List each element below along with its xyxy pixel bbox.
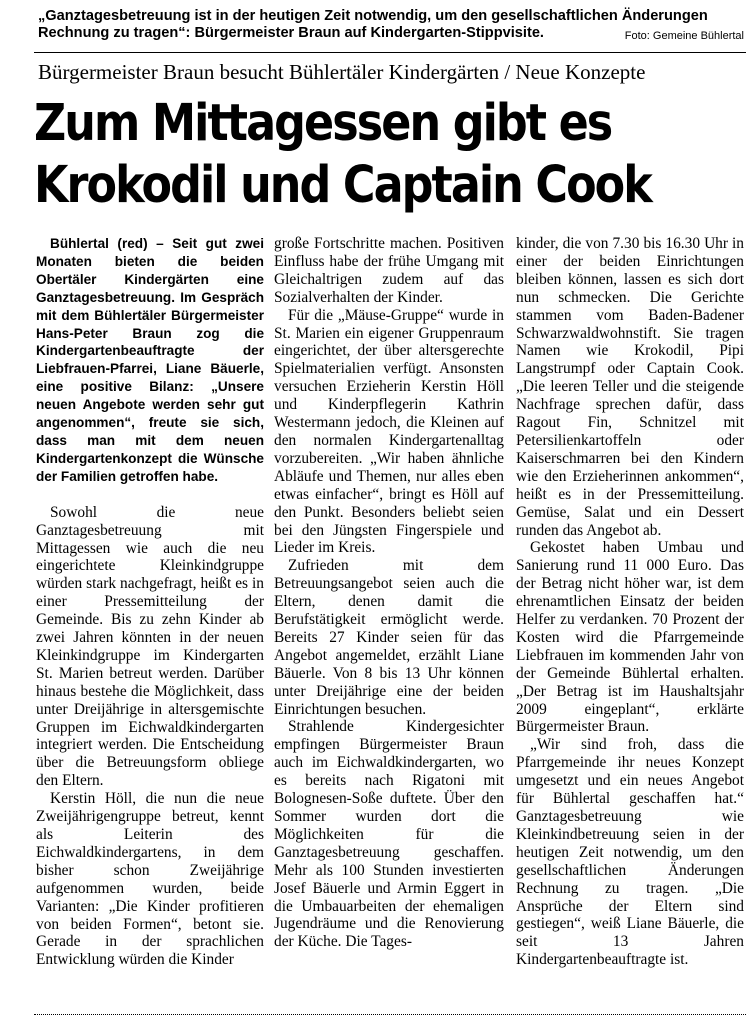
headline-line-2: Krokodil und Captain Cook bbox=[34, 155, 651, 214]
kicker-subheading: Bürgermeister Braun besucht Bühlertäler Kindergärten / Neue Konzepte bbox=[38, 60, 646, 84]
headline bbox=[34, 92, 661, 216]
body-paragraph: Gekostet haben Umbau und Sanierung rund 11 000 Euro. Das der Betrag nicht höher war, ist dem ehrenamtlichen Einsatz der beiden Helfer zu verdanken. 70 Prozent der Kosten wird die Pfarrgemeinde Liebfrauen im kommenden Jahr von der Gemeinde Bühlertal erhalten. „Der Betrag ist im Haushaltsjahr 2009 eingeplant“, erklärte Bürgermeister Braun. bbox=[516, 539, 744, 736]
clipping-cut-line bbox=[34, 1014, 746, 1015]
body-paragraph-continued: kinder, die von 7.30 bis 16.30 Uhr in einer der beiden Einrichtungen bleiben können, lassen es sich dort nun schmecken. Die Gerichte stammen vom Baden-Badener Schwarzwaldwohnstift. Sie tragen Namen wie Krokodil, Pipi Langstrumpf oder Captain Cook. „Die leeren Teller und die steigende Nachfrage sprechen dafür, dass Ragout Fin, Schnitzel mit Petersilienkartoffeln oder Kaiserschmarren bei den Kindern wie den Erzieherinnen ankommen“, heißt es in der Pressemitteilung. Gemüse, Salat und ein Dessert runden das Angebot ab. bbox=[516, 235, 744, 539]
article-column-2 bbox=[274, 235, 504, 951]
caption-divider bbox=[34, 52, 746, 53]
body-paragraph: Strahlende Kindergesichter empfingen Bürgermeister Braun auch im Eichwaldkindergarten, wo es bereits nach Rigatoni mit Bolognesen-Soße duftete. Über den Sommer wurden dort die Möglichkeiten für die Ganztagesbetreuung geschaffen. Mehr als 100 Stunden investierten Josef Bäuerle und Armin Eggert in die Umbauarbeiten der ehemaligen Jugendräume und die Renovierung der Küche. Die Tages- bbox=[274, 718, 504, 951]
photo-credit: Foto: Gemeine Bühlertal bbox=[624, 30, 744, 42]
headline-line-1: Zum Mittagessen gibt es bbox=[34, 93, 612, 152]
caption-line-1: „Ganztagesbetreuung ist in der heutigen Zeit notwendig, um den gesellschaftlichen Änderungen bbox=[38, 8, 708, 24]
article-column-3 bbox=[516, 235, 744, 969]
article-column-1 bbox=[36, 235, 264, 969]
body-paragraph: „Wir sind froh, dass die Pfarrgemeinde ihr neues Konzept umgesetzt und ein neues Angebot für Bühlertal geschaffen hat.“ Ganztagesbetreuung wie Kleinkindbetreuung seien in der heutigen Zeit notwendig, um den gesellschaftlichen Änderungen Rechnung zu tragen. „Die Ansprüche der Eltern sind gestiegen“, weiß Liane Bäuerle, die seit 13 Jahren Kindergartenbeauftragte ist. bbox=[516, 736, 744, 969]
body-paragraph: Für die „Mäuse-Gruppe“ wurde in St. Marien ein eigener Gruppenraum eingerichtet, der über altersgerechte Spielmaterialien verfügt. Ansonsten versuchen Erzieherin Kerstin Höll und Kinderpflegerin Kathrin Westermann jedoch, die Kleinen auf den normalen Kindergartenalltag vorzubereiten. „Wir haben ähnliche Abläufe und Themen, nur alles eben etwas einfacher“, bringt es Höll auf den Punkt. Besonders beliebt seien bei den Jüngsten Fingerspiele und Lieder im Kreis. bbox=[274, 306, 504, 557]
body-paragraph: Sowohl die neue Ganztagesbetreuung mit Mittagessen wie auch die neu eingerichtete Kleinkindgruppe würden stark nachgefragt, heißt es in einer Pressemitteilung der Gemeinde. Bis zu zehn Kinder ab zwei Jahren könnten in der neuen Kleinkindgruppe im Kindergarten St. Marien betreut werden. Darüber hinaus bestehe die Möglichkeit, dass unter Dreijährige in altersgemischte Gruppen im Eichwaldkindergarten integriert werden. Die Entscheidung über die Betreuungsform obliege den Eltern. bbox=[36, 503, 264, 790]
body-paragraph-continued: große Fortschritte machen. Positiven Einfluss habe der frühe Umgang mit Gleichaltrigen zudem auf das Sozialverhalten der Kinder. bbox=[274, 235, 504, 306]
caption-line-2: Rechnung zu tragen“: Bürgermeister Braun auf Kindergarten-Stippvisite. bbox=[38, 25, 544, 41]
lead-paragraph: Bühlertal (red) – Seit gut zwei Monaten bieten die beiden Obertäler Kindergärten eine Ganztagesbetreuung. Im Gespräch mit dem Bühlertäler Bürgermeister Hans-Peter Braun zog die Kindergartenbeauftragte der Liebfrauen-Pfarrei, Liane Bäuerle, eine positive Bilanz: „Unsere neuen Angebote werden sehr gut angenommen“, freute sie sich, dass man mit dem neuen Kindergartenkonzept die Wünsche der Familien getroffen habe. bbox=[36, 236, 264, 484]
body-paragraph: Kerstin Höll, die nun die neue Zweijährigengruppe betreut, kennt als Leiterin des Eichwaldkindergartens, in dem bisher schon Zweijährige aufgenommen wurden, beide Varianten: „Die Kinder profitieren von beiden Formen“, betont sie. Gerade in der sprachlichen Entwicklung würden die Kinder bbox=[36, 790, 264, 969]
body-paragraph: Zufrieden mit dem Betreuungsangebot seien auch die Eltern, denen damit die Berufstätigkeit ermöglicht werde. Bereits 27 Kinder seien für das Angebot angemeldet, erzählt Liane Bäuerle. Von 8 bis 13 Uhr können unter Dreijährige eine der beiden Einrichtungen besuchen. bbox=[274, 557, 504, 718]
